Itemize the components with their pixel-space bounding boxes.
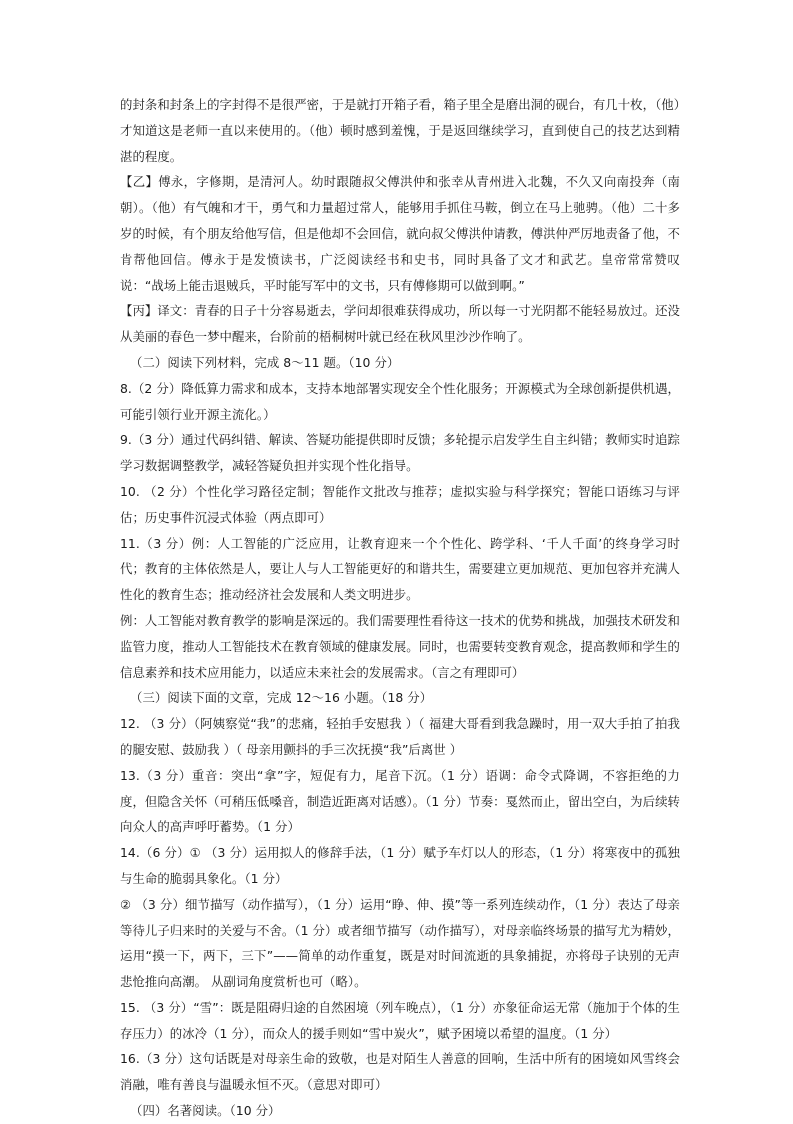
paragraph-jia-continuation: 的封条和封条上的字封得不是很严密，于是就打开箱子看，箱子里全是磨出洞的砚台，有几十枚，（他）才知道这是老师一直以来使用的。（他）顿时感到羞愧，于是返回继续学习，直到使自己的技艺达到精湛的程度。 <box>120 97 680 164</box>
section-heading-3: （三）阅读下面的文章，完成 12～16 小题。（18 分） <box>130 690 433 706</box>
answer-15: 15. （3 分）“雪”：既是阻碍归途的自然困境（列车晚点），（1 分）亦象征命运无常（施加于个体的生存压力）的冰冷（1 分），而众人的援手则如“雪中炭火”，赋予困境以希望的温度。（1 分） <box>120 999 680 1041</box>
section-heading-2: （二）阅读下列材料，完成 8～11 题。（10 分） <box>130 354 400 370</box>
paragraph-bing-translation: 【丙】译文：青春的日子十分容易逝去，学问却很难获得成功，所以每一寸光阴都不能轻易放过。还没从美丽的春色一梦中醒来，台阶前的梧桐树叶就已经在秋风里沙沙作响了。 <box>120 303 680 345</box>
document-body <box>120 92 680 1124</box>
answer-8: 8.（2 分）降低算力需求和成本，支持本地部署实现安全个性化服务；开源模式为全球创新提供机遇，可能引领行业开源主流化。） <box>120 380 680 422</box>
answer-16: 16.（3 分）这句话既是对母亲生命的致敬，也是对陌生人善意的回响，生活中所有的困境如风雪终会消融，唯有善良与温暖永恒不灭。（意思对即可） <box>120 1051 680 1093</box>
paragraph-yi-translation: 【乙】傅永，字修期，是清河人。幼时跟随叔父傅洪仲和张幸从青州进入北魏，不久又向南投奔（南朝）。（他）有气魄和才干，勇气和力量超过常人，能够用手抓住马鞍，倒立在马上驰骋。（他）二十多岁的时候，有个朋友给他写信，但是他却不会回信，就向叔父傅洪仲请教，傅洪仲严厉地责备了他，不肯帮他回信。傅永于是发愤读书，广泛阅读经书和史书，同时具备了文才和武艺。皇帝常常赞叹说：“战场上能击退贼兵，平时能写军中的文书，只有傅修期可以做到啊。” <box>120 174 680 293</box>
answer-11: 11.（3 分）例：人工智能的广泛应用，让教育迎来一个个性化、跨学科、‘千人千面’的终身学习时代；教育的主体依然是人，要让人与人工智能更好的和谐共生，需要建立更加规范、更加包容并充满人性化的教育生态；推动经济社会发展和人类文明进步。 <box>120 535 680 603</box>
section-heading-4: （四）名著阅读。（10 分） <box>130 1103 281 1119</box>
answer-14-part-1: 14.（6 分）① （3 分）运用拟人的修辞手法，（1 分）赋予车灯以人的形态，（1 分）将寒夜中的孤独与生命的脆弱具象化。（1 分） <box>120 845 680 886</box>
answer-10: 10. （2 分）个性化学习路径定制；智能作文批改与推荐；虚拟实验与科学探究；智能口语练习与评估；历史事件沉浸式体验（两点即可） <box>120 483 680 525</box>
answer-13: 13.（3 分）重音：突出“拿”字，短促有力，尾音下沉。（1 分）语调：命令式降调，不容拒绝的力度，但隐含关怀（可稍压低嗓音，制造近距离对话感）。（1 分）节奏：戛然而止，留出空白，为后续转向众人的高声呼吁蓄势。（1 分） <box>120 767 680 835</box>
answer-14-part-2: ② （3 分）细节描写（动作描写），（1 分）运用“睁、伸、摸”等一系列连续动作，（1 分）表达了母亲等待儿子归来时的关爱与不舍。（1 分）或者细节描写（动作描写），对母亲临终场景的描写尤为精妙，运用“摸一下，两下，三下”——简单的动作重复，既是对时间流逝的具象捕捉，亦将母子诀别的无声悲怆推向高潮。 从副词角度赏析也可（略）。 <box>120 896 680 990</box>
answer-9: 9.（3 分）通过代码纠错、解读、答疑功能提供即时反馈；多轮提示启发学生自主纠错；教师实时追踪学习数据调整教学，减轻答疑负担并实现个性化指导。 <box>120 432 680 474</box>
answer-12: 12. （3 分）（阿姨察觉“我”的悲痛，轻拍手安慰我 ）（ 福建大哥看到我急躁时，用一双大手拍了拍我的腿安慰、鼓励我 ）（ 母亲用颤抖的手三次抚摸“我”后离世 ） <box>120 716 680 757</box>
answer-11-example-2: 例：人工智能对教育教学的影响是深远的。我们需要理性看待这一技术的优势和挑战，加强技术研发和监管力度，推动人工智能技术在教育领域的健康发展。同时，也需要转变教育观念，提高教师和学生的信息素养和技术应用能力，以适应未来社会的发展需求。（言之有理即可） <box>120 612 680 680</box>
